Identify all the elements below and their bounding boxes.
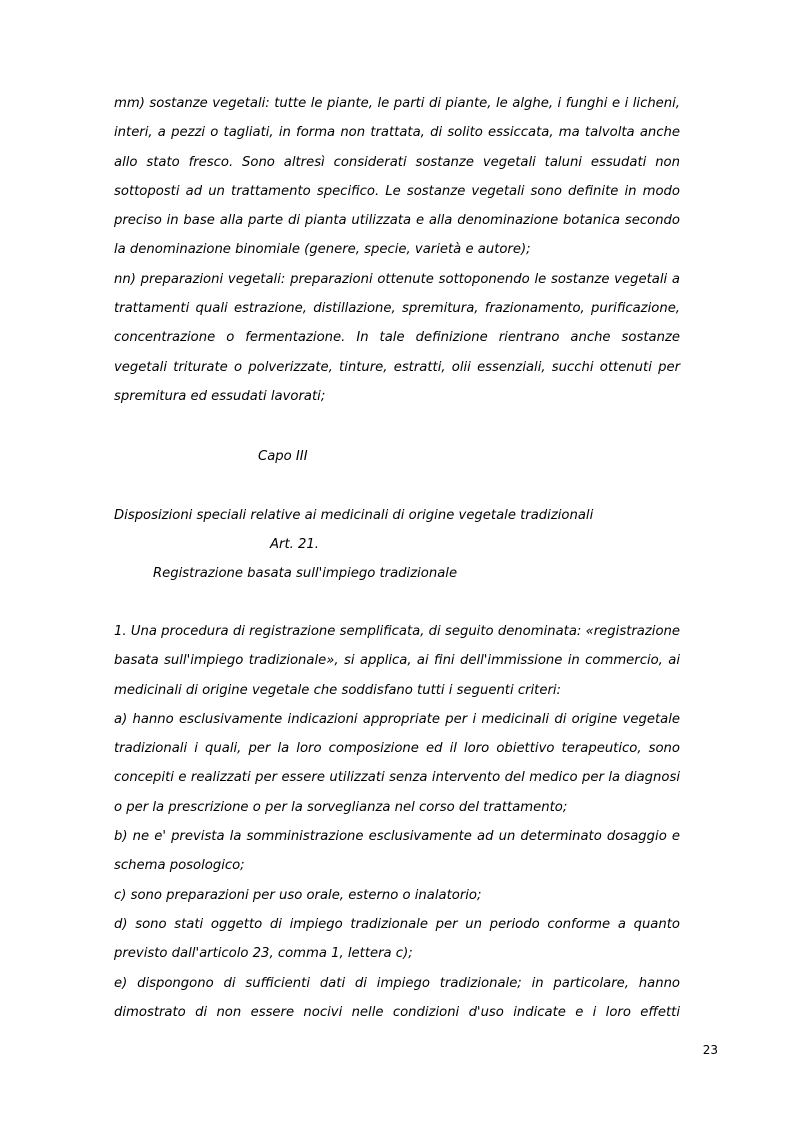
article-number: Art. 21.	[270, 537, 319, 552]
article-title: Registrazione basata sull'impiego tradizionale	[153, 566, 458, 581]
chapter-title: Capo III	[258, 449, 308, 464]
page-number: 23	[702, 1043, 718, 1057]
criterion-e: e) dispongono di sufficienti dati di impiego tradizionale; in particolare, hanno dimostrato di non essere nocivi nelle condizioni d'uso indicate e i loro effetti	[114, 975, 680, 1020]
criterion-d: d) sono stati oggetto di impiego tradizionale per un periodo conforme a quanto previsto dall'articolo 23, comma 1, lettera c);	[114, 916, 680, 962]
definition-mm: mm) sostanze vegetali: tutte le piante, le parti di piante, le alghe, i funghi e i licheni, interi, a pezzi o tagliati, in forma non trattata, di solito essiccata, ma talvolta anche allo stato fresco. Sono altresì considerati sostanze vegetali taluni essudati non sottoposti ad un trattamento specifico. Le sostanze vegetali sono definite in modo preciso in base alla parte di pianta utilizzata e alla denominazione botanica secondo la denominazione binomiale (genere, specie, varietà e autore);	[114, 96, 680, 258]
article-paragraph-1: 1. Una procedura di registrazione semplificata, di seguito denominata: «registrazione basata sull'impiego tradizionale», si applica, ai fini dell'immissione in commercio, ai medicinali di origine vegetale che soddisfano tutti i seguenti criteri:	[114, 624, 680, 698]
criterion-c: c) sono preparazioni per uso orale, esterno o inalatorio;	[114, 887, 482, 903]
criterion-b: b) ne e' prevista la somministrazione esclusivamente ad un determinato dosaggio e schema posologico;	[114, 829, 680, 874]
criterion-a: a) hanno esclusivamente indicazioni appropriate per i medicinali di origine vegetale tradizionali i quali, per la loro composizione ed il loro obiettivo terapeutico, sono concepiti e realizzati per essere utilizzati senza intervento del medico per la diagnosi o per la prescrizione o per la sorveglianza nel corso del trattamento;	[114, 711, 680, 815]
chapter-subtitle: Disposizioni speciali relative ai medicinali di origine vegetale tradizionali	[114, 508, 594, 523]
article-body	[114, 617, 680, 1027]
definitions-section	[114, 89, 680, 411]
definition-nn: nn) preparazioni vegetali: preparazioni ottenute sottoponendo le sostanze vegetali a trattamenti quali estrazione, distillazione, spremitura, frazionamento, purificazione, concentrazione o fermentazione. In tale definizione rientrano anche sostanze vegetali triturate o polverizzate, tinture, estratti, olii essenziali, succhi ottenuti per spremitura ed essudati lavorati;	[114, 271, 680, 404]
